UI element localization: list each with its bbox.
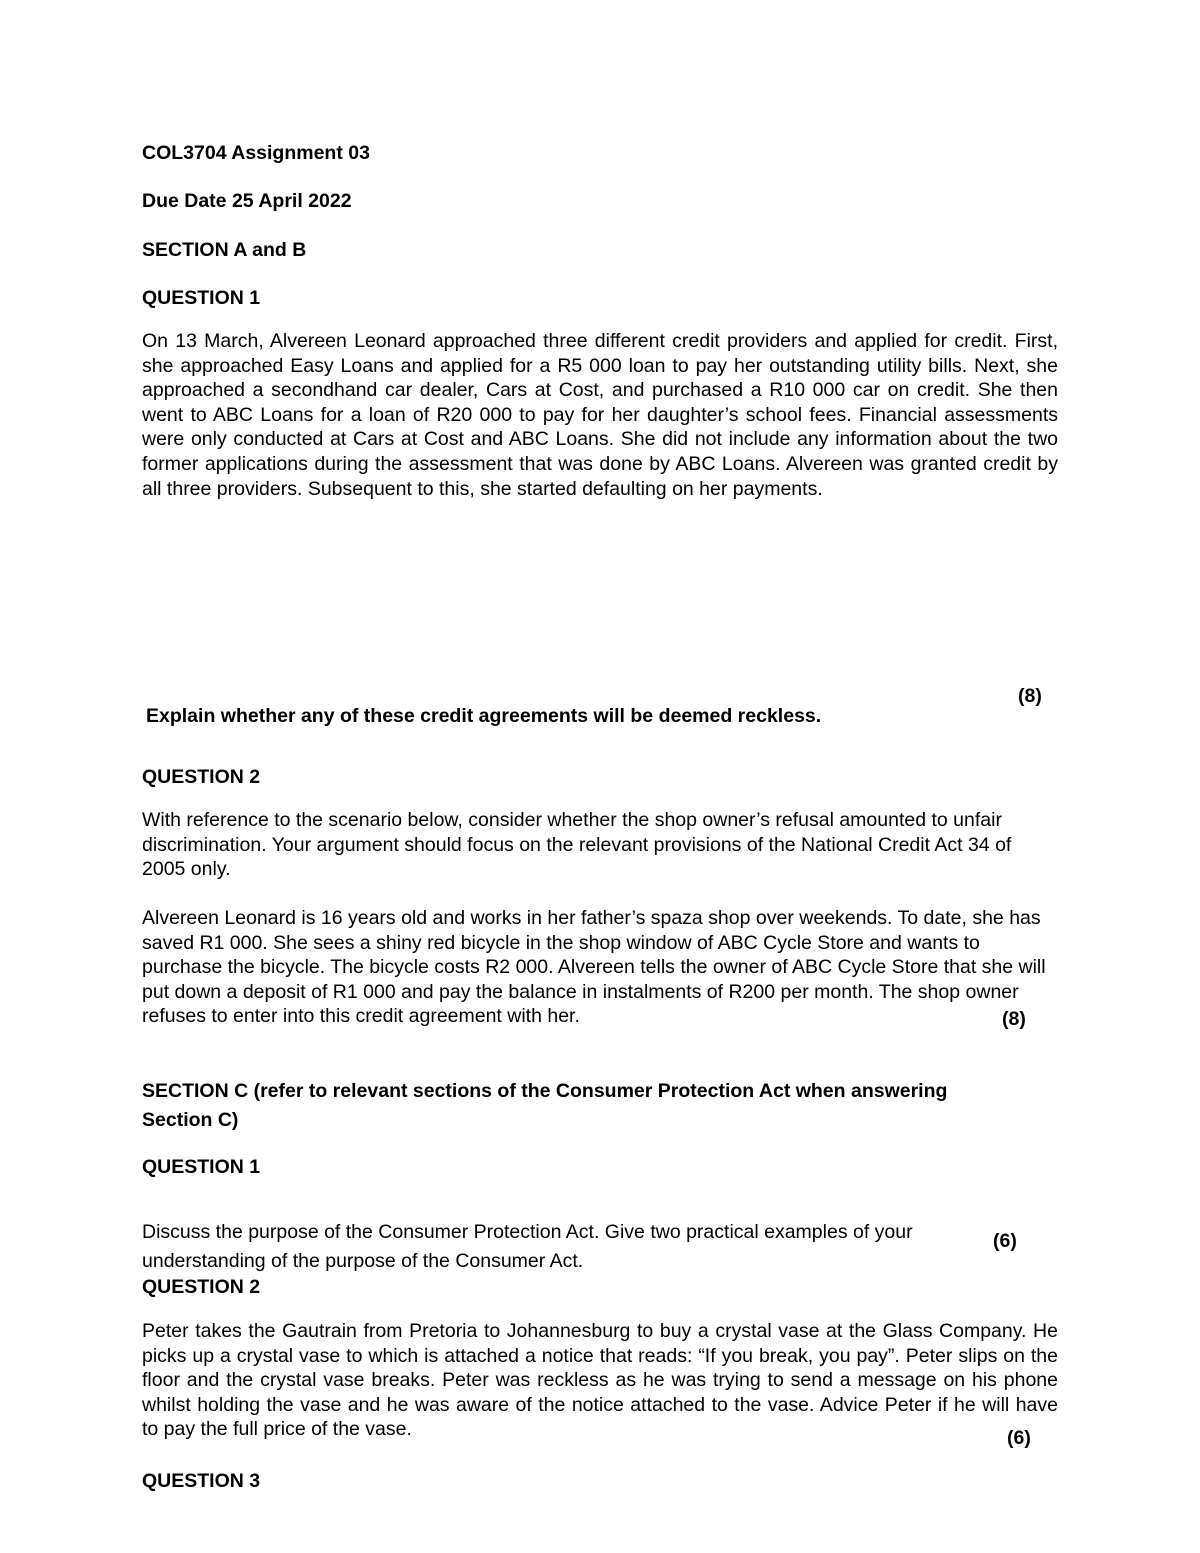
section-ab-q1-body: On 13 March, Alvereen Leonard approached three different credit providers and applied for credit. First, she approached Easy Loans and applied for a R5 000 loan to pay her outstanding utility bills. Next, she approached a secondhand car dealer, Cars at Cost, and purchased a R10 000 car on credit. She then went to ABC Loans for a loan of R20 000 to pay for her daughter’s school fees. Financial assessments were only conducted at Cars at Cost and ABC Loans. She did not include any information about the two former applications during the assessment that was done by ABC Loans. Alvereen was granted credit by all three providers. Subsequent to this, she started defaulting on her payments. bbox=[142, 330, 1058, 500]
section-c-heading-line1: SECTION C (refer to relevant sections of the Consumer Protection Act when answering bbox=[142, 1080, 948, 1102]
section-c-q1-line1: Discuss the purpose of the Consumer Protection Act. Give two practical examples of your bbox=[142, 1220, 913, 1243]
section-c-q2-marks: (6) bbox=[1007, 1427, 1031, 1449]
section-ab-q2-scenario-block bbox=[142, 906, 1058, 1029]
section-c-q2-body: Peter takes the Gautrain from Pretoria to Johannesburg to buy a crystal vase at the Glass Company. He picks up a crystal vase to which is attached a notice that reads: “If you break, you pay”. Peter slips on the floor and the crystal vase breaks. Peter was reckless as he was trying to send a message on his phone whilst holding the vase and he was aware of the notice attached to the vase. Advice Peter if he will have to pay the full price of the vase. bbox=[142, 1320, 1058, 1441]
due-date: Due Date 25 April 2022 bbox=[142, 190, 352, 212]
section-c-q1-heading: QUESTION 1 bbox=[142, 1156, 261, 1178]
section-ab-q2-scenario: Alvereen Leonard is 16 years old and works in her father’s spaza shop over weekends. To date, she has saved R1 000. She sees a shiny red bicycle in the shop window of ABC Cycle Store and wants to purchase the bicycle. The bicycle costs R2 000. Alvereen tells the owner of ABC Cycle Store that she will put down a deposit of R1 000 and pay the balance in instalments of R200 per month. The shop owner refuses to enter into this credit agreement with her. bbox=[142, 907, 1046, 1028]
section-c-q2-heading: QUESTION 2 bbox=[142, 1276, 261, 1298]
document-title: COL3704 Assignment 03 bbox=[142, 142, 370, 164]
section-ab-heading: SECTION A and B bbox=[142, 239, 307, 261]
section-ab-q1-instruction: Explain whether any of these credit agreements will be deemed reckless. bbox=[146, 704, 822, 727]
section-c-q3-heading: QUESTION 3 bbox=[142, 1470, 261, 1492]
section-c-heading-line2: Section C) bbox=[142, 1109, 239, 1131]
section-c-q1-marks: (6) bbox=[993, 1230, 1017, 1252]
section-ab-q1-marks: (8) bbox=[1018, 685, 1042, 707]
section-c-q1-line2: understanding of the purpose of the Consumer Act. bbox=[142, 1249, 584, 1272]
section-ab-q2-marks: (8) bbox=[1002, 1008, 1026, 1030]
section-ab-q2-heading: QUESTION 2 bbox=[142, 766, 261, 788]
section-ab-q1-heading: QUESTION 1 bbox=[142, 287, 261, 309]
section-ab-q2-intro: With reference to the scenario below, consider whether the shop owner’s refusal amounted to unfair discrimination. Your argument should focus on the relevant provisions of the National Credit Act 34 of 2005 only. bbox=[142, 809, 1012, 881]
